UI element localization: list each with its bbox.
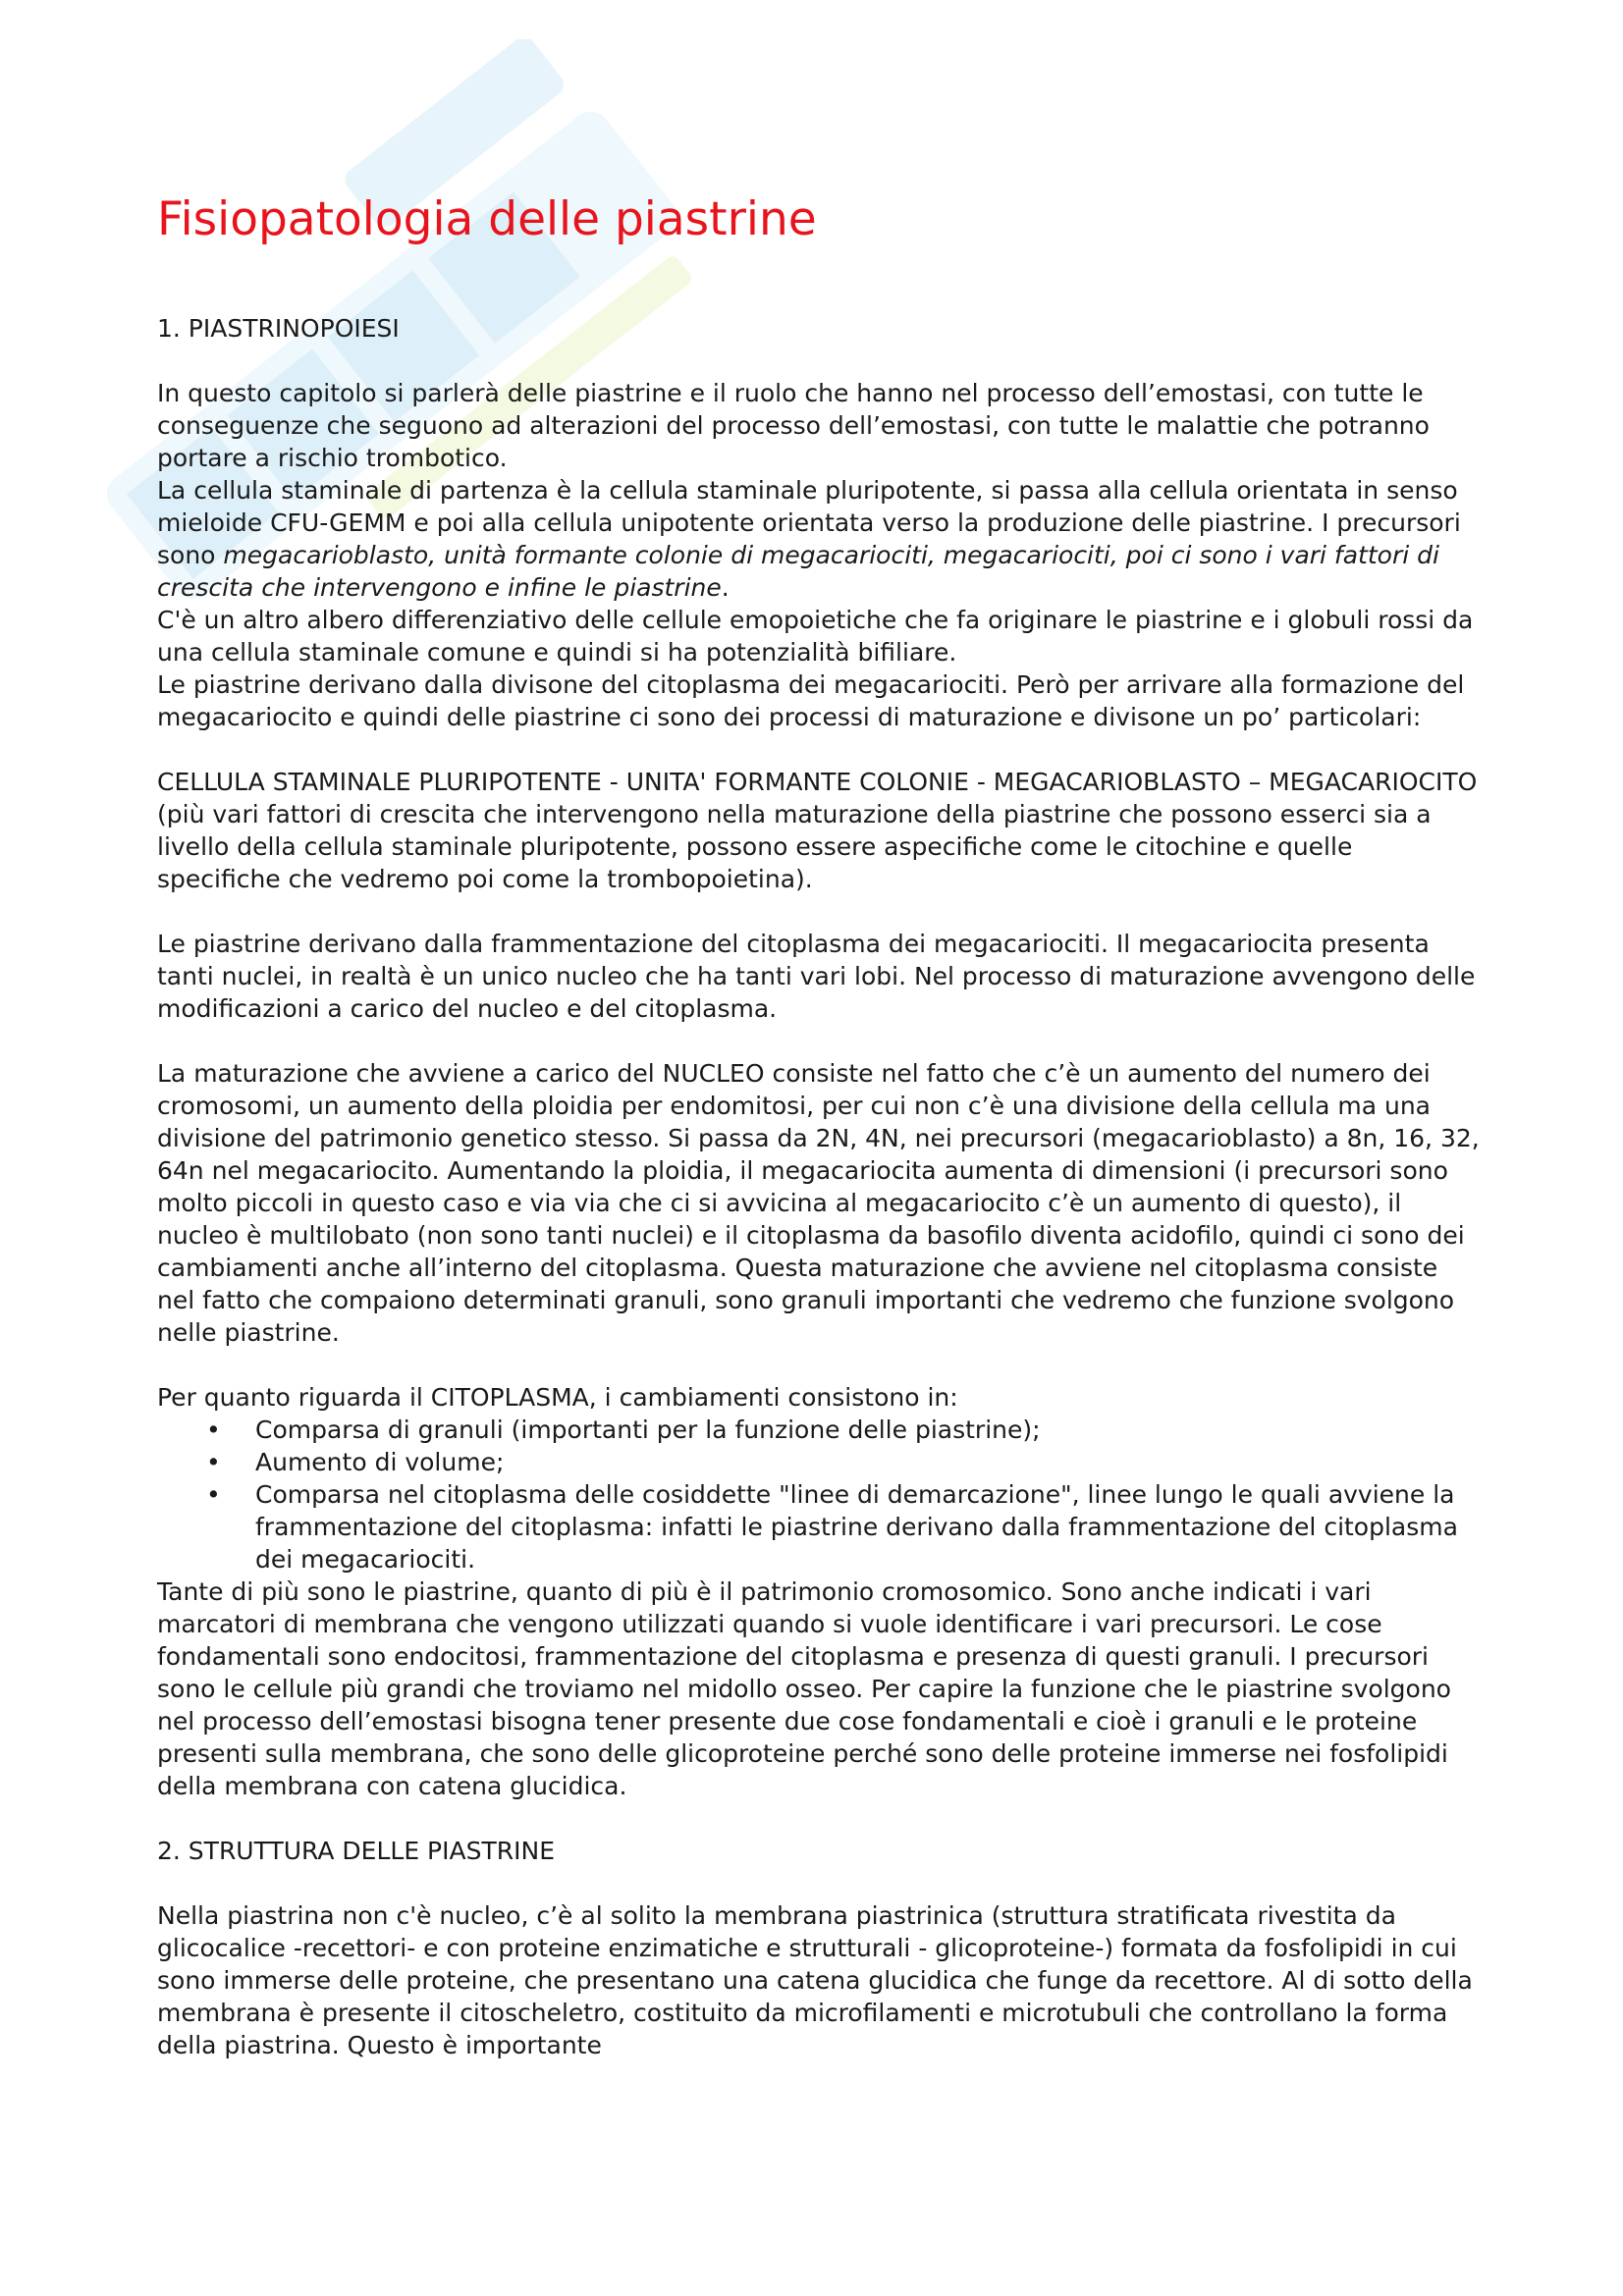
paragraph: Le piastrine derivano dalla frammentazione del citoplasma dei megacariociti. Il megacariocita presenta tanti nuclei, in realtà è un unico nucleo che ha tanti vari lobi. Nel processo di maturazione avvengono delle modificazioni a carico del nucleo e del citoplasma. xyxy=(157,930,1476,1023)
bullet-list xyxy=(157,1414,1483,1575)
list-item: • Comparsa di granuli (importanti per la funzione delle piastrine); xyxy=(206,1415,1041,1444)
section-heading: 1. PIASTRINOPOIESI xyxy=(157,314,400,343)
paragraph: C'è un altro albero differenziativo delle cellule emopoietiche che fa originare le piastrine e i globuli rossi da una cellula staminale comune e quindi si ha potenzialità bifiliare. xyxy=(157,606,1474,667)
paragraph: CELLULA STAMINALE PLURIPOTENTE - UNITA' FORMANTE COLONIE - MEGACARIOBLASTO – MEGACARIOCITO (più vari fattori di crescita che intervengono nella maturazione della piastrine che possono esserci sia a livello della cellula staminale pluripotente, possono essere aspecifiche come le citochine e quelle specifiche che vedremo poi come la trombopoietina). xyxy=(157,768,1478,893)
paragraph: Le piastrine derivano dalla divisone del citoplasma dei megacariociti. Però per arrivare alla formazione del megacariocito e quindi delle piastrine ci sono dei processi di maturazione e divisone un po’ particolari: xyxy=(157,670,1465,731)
paragraph: In questo capitolo si parlerà delle piastrine e il ruolo che hanno nel processo dell’emostasi, con tutte le conseguenze che seguono ad alterazioni del processo dell’emostasi, con tutte le malattie che potranno portare a rischio trombotico. xyxy=(157,379,1430,472)
paragraph: La maturazione che avviene a carico del NUCLEO consiste nel fatto che c’è un aumento del numero dei cromosomi, un aumento della ploidia per endomitosi, per cui non c’è una divisione della cellula ma una divisione del patrimonio genetico stesso. Si passa da 2N, 4N, nei precursori (megacarioblasto) a 8n, 16, 32, 64n nel megacariocito. Aumentando la ploidia, il megacariocita aumenta di dimensioni (i precursori sono molto piccoli in questo caso e via via che ci si avvicina al megacariocito c’è un aumento di questo), il nucleo è multilobato (non sono tanti nuclei) e il citoplasma da basofilo diventa acidofilo, quindi ci sono dei cambiamenti anche all’interno del citoplasma. Questa maturazione che avviene nel citoplasma consiste nel fatto che compaiono determinati granuli, sono granuli importanti che vedremo che funzione svolgono nelle piastrine. xyxy=(157,1059,1480,1347)
page-title: Fisiopatologia delle piastrine xyxy=(157,192,817,246)
document-body xyxy=(157,312,1483,2061)
paragraph: La cellula staminale di partenza è la cellula staminale pluripotente, si passa alla cellula orientata in senso mieloide CFU-GEMM e poi alla cellula unipotente orientata verso la produzione delle piastrine. I precursori sono megacarioblasto, unità formante colonie di megacariociti, megacariociti, poi ci sono i vari fattori di crescita che intervengono e infine le piastrine. xyxy=(157,476,1461,602)
bullet-icon: • xyxy=(206,1480,221,1509)
paragraph: Nella piastrina non c'è nucleo, c’è al solito la membrana piastrinica (struttura stratificata rivestita da glicocalice -recettori- e con proteine enzimatiche e strutturali - glicoproteine-) formata da fosfolipidi in cui sono immerse delle proteine, che presentano una catena glucidica che funge da recettore. Al di sotto della membrana è presente il citoscheletro, costituito da microfilamenti e microtubuli che controllano la forma della piastrina. Questo è importante xyxy=(157,1901,1473,2059)
bullet-icon: • xyxy=(206,1448,221,1476)
bullet-icon: • xyxy=(206,1415,221,1444)
paragraph: Per quanto riguarda il CITOPLASMA, i cambiamenti consistono in: xyxy=(157,1383,958,1412)
paragraph: Tante di più sono le piastrine, quanto di più è il patrimonio cromosomico. Sono anche indicati i vari marcatori di membrana che vengono utilizzati quando si vuole identificare i vari precursori. Le cose fondamentali sono endocitosi, frammentazione del citoplasma e presenza di questi granuli. I precursori sono le cellule più grandi che troviamo nel midollo osseo. Per capire la funzione che le piastrine svolgono nel processo dell’emostasi bisogna tener presente due cose fondamentali e cioè i granuli e le proteine presenti sulla membrana, che sono delle glicoproteine perché sono delle proteine immerse nei fosfolipidi della membrana con catena glucidica. xyxy=(157,1577,1451,1800)
section-heading: 2. STRUTTURA DELLE PIASTRINE xyxy=(157,1837,555,1865)
list-item: • Comparsa nel citoplasma delle cosiddette "linee di demarcazione", linee lungo le quali avviene la frammentazione del citoplasma: infatti le piastrine derivano dalla frammentazione del citoplasma dei megacariociti. xyxy=(206,1480,1458,1574)
list-item: • Aumento di volume; xyxy=(206,1448,505,1476)
